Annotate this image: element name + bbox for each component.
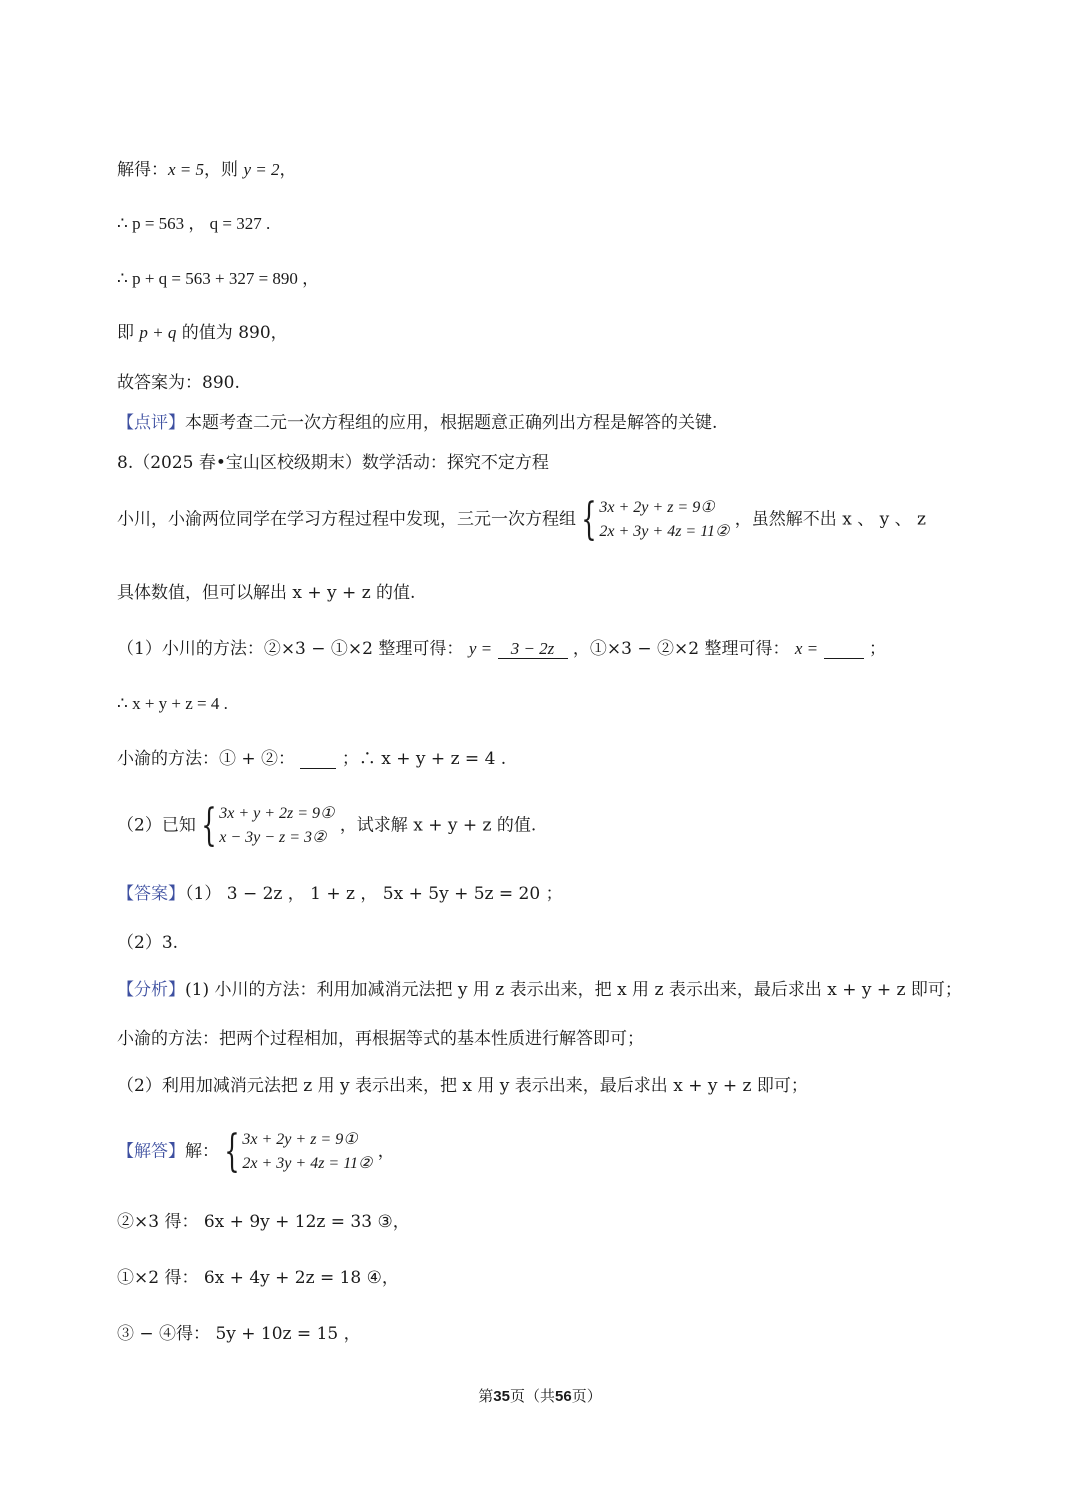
- page-footer: 第35页（共56页）: [478, 1387, 602, 1405]
- text-line-13: （2）已知 { 3x + y + 2z = 9① x − 3y − z = 3② ，试求解 x + y + z 的值.: [117, 800, 537, 851]
- text-line-9: 具体数值，但可以解出 x + y + z 的值.: [117, 583, 416, 603]
- page-total: 56: [555, 1388, 572, 1405]
- text-line-17: 小渝的方法：把两个过程相加，再根据等式的基本性质进行解答即可；: [117, 1029, 644, 1049]
- brace-icon: {: [201, 800, 217, 851]
- text-line-10: （1）小川的方法：②×3 − ①×2 整理可得： y = 3 − 2z ，①×3 − ②×2 整理可得： x = ；: [117, 639, 886, 659]
- analysis-tag: 【分析】: [117, 980, 185, 1000]
- text-line-1: 解得：x = 5，则 y = 2，: [117, 160, 297, 180]
- equation-system-2: { 3x + y + 2z = 9① x − 3y − z = 3②: [201, 800, 335, 851]
- text-line-4: 即 p + q 的值为 890，: [117, 323, 288, 343]
- text-line-18: （2）利用加减消元法把 z 用 y 表示出来，把 x 用 y 表示出来，最后求出 x + y + z 即可；: [117, 1076, 808, 1096]
- answer-blank-x: [824, 640, 864, 659]
- text-line-3: ∴ p + q = 563 + 327 = 890 ，: [117, 269, 320, 288]
- comment-tag: 【点评】: [117, 413, 185, 433]
- text-line-5: 故答案为：890.: [117, 373, 240, 393]
- equation-system-3: { 3x + 2y + z = 9① 2x + 3y + 4z = 11②: [224, 1126, 373, 1177]
- brace-icon: {: [581, 494, 598, 545]
- comment-line: 【点评】本题考查二元一次方程组的应用，根据题意正确列出方程是解答的关键.: [117, 413, 718, 433]
- solution-tag: 【解答】: [117, 1141, 185, 1162]
- text-line-15: （2）3.: [117, 933, 179, 953]
- text-line-22: ③ − ④得： 5y + 10z = 15 ，: [117, 1324, 361, 1344]
- page-number: 35: [493, 1388, 510, 1405]
- text-line-21: ①×2 得： 6x + 4y + 2z = 18 ④，: [117, 1268, 399, 1288]
- text-line-8: 小川，小渝两位同学在学习方程过程中发现，三元一次方程组 { 3x + 2y + z = 9① 2x + 3y + 4z = 11② ，虽然解不出 x 、 y 、 z: [117, 494, 926, 545]
- answer-tag: 【答案】: [117, 884, 185, 904]
- brace-icon: {: [224, 1126, 241, 1177]
- text-line-2: ∴ p = 563 ， q = 327 .: [117, 214, 271, 233]
- solution-line: 【解答】解： { 3x + 2y + z = 9① 2x + 3y + 4z = 11② ，: [117, 1126, 395, 1177]
- answer-blank-sum: [300, 750, 336, 769]
- text-line-20: ②×3 得： 6x + 9y + 12z = 33 ③，: [117, 1212, 410, 1232]
- answer-line: 【答案】（1） 3 − 2z ， 1 + z ， 5x + 5y + 5z = 20 ；: [117, 884, 563, 904]
- question-header: 8.（2025 春•宝山区校级期末）数学活动：探究不定方程: [117, 453, 549, 473]
- text-line-11: ∴ x + y + z = 4 .: [117, 694, 228, 713]
- text-line-12: 小渝的方法：① + ②： ；∴ x + y + z = 4 .: [117, 749, 507, 769]
- answer-blank-y: 3 − 2z: [498, 640, 568, 659]
- equation-system-1: { 3x + 2y + z = 9① 2x + 3y + 4z = 11②: [581, 494, 730, 545]
- analysis-line: 【分析】(1) 小川的方法：利用加减消元法把 y 用 z 表示出来，把 x 用 z 表示出来，最后求出 x + y + z 即可；: [117, 980, 962, 1000]
